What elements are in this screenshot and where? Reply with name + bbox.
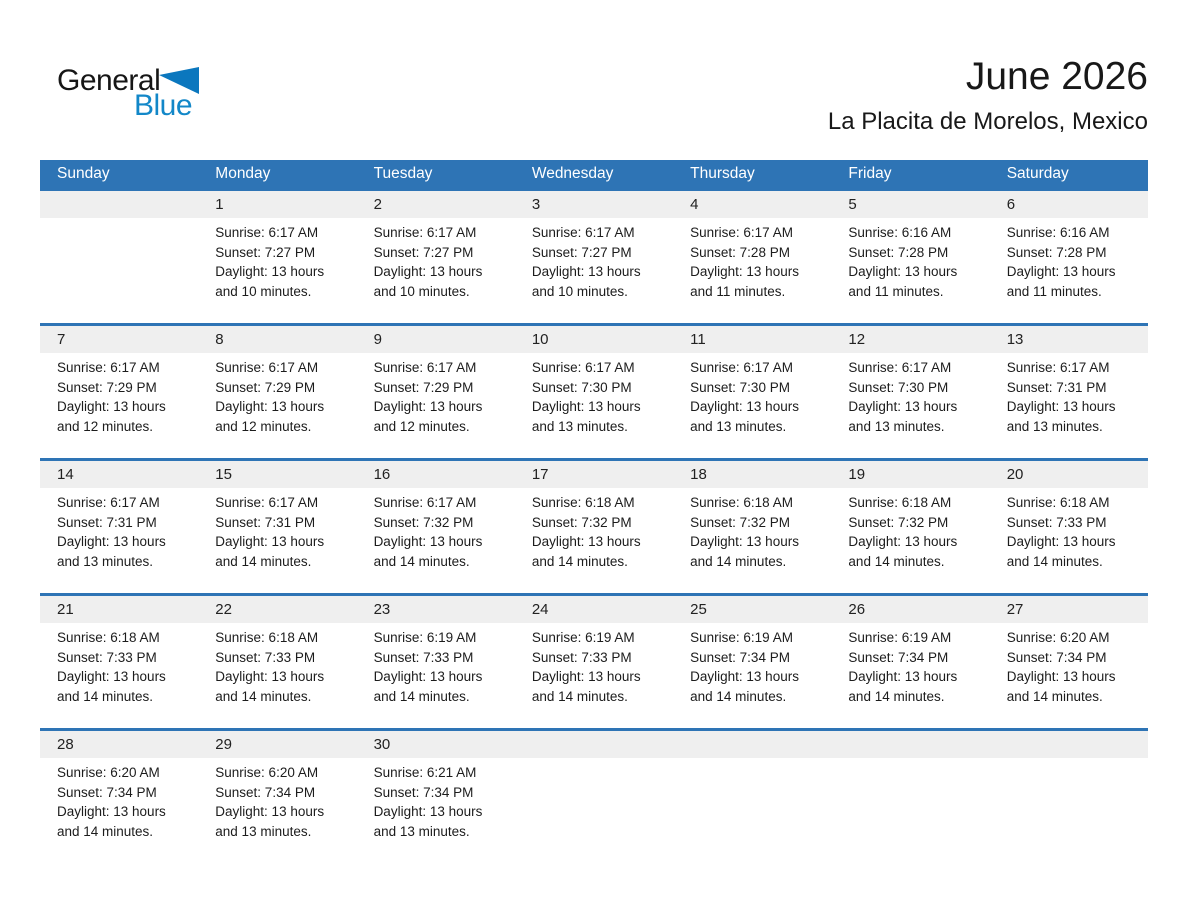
day-number-7: 7 (57, 331, 66, 348)
day-number-3: 3 (531, 196, 541, 213)
day-cell-2 (357, 218, 515, 323)
day-number-23: 23 (373, 601, 391, 618)
day-detail-line: and 11 minutes. (1006, 283, 1102, 299)
day-detail-line: Sunset: 7:34 PM (57, 784, 157, 800)
day-cell-1 (198, 218, 356, 323)
day-number-28: 28 (57, 736, 74, 753)
day-number-11: 11 (690, 331, 706, 348)
week-row-2 (40, 323, 1148, 458)
day-detail-line: and 14 minutes. (848, 688, 945, 704)
day-cell-25 (673, 623, 831, 728)
day-detail-line: Sunset: 7:28 PM (1006, 244, 1107, 260)
day-cell-9 (357, 353, 515, 458)
day-detail-line: Daylight: 13 hours (57, 669, 166, 685)
day-number-band (40, 461, 1148, 488)
day-detail-line: Sunset: 7:28 PM (848, 244, 949, 260)
day-detail-line: and 14 minutes. (57, 823, 154, 839)
day-detail-line: and 10 minutes. (215, 283, 312, 299)
day-number-13: 13 (1006, 331, 1024, 348)
day-number-21: 21 (57, 601, 74, 618)
day-detail-line: Daylight: 13 hours (848, 399, 958, 415)
day-number-10: 10 (531, 331, 549, 348)
day-detail-line: Sunrise: 6:17 AM (690, 225, 793, 240)
day-detail-line: Sunrise: 6:17 AM (690, 360, 793, 375)
day-detail-line: Sunset: 7:34 PM (848, 649, 949, 665)
day-detail-line: Daylight: 13 hours (373, 804, 483, 820)
logo-text-general: General (57, 64, 161, 97)
day-detail-line: Daylight: 13 hours (373, 534, 483, 550)
day-detail-line: Daylight: 13 hours (690, 534, 799, 550)
day-detail-line: Daylight: 13 hours (1006, 669, 1116, 685)
day-detail-row (40, 488, 1148, 593)
day-detail-line: Sunset: 7:33 PM (215, 649, 316, 665)
day-detail-line: Sunset: 7:31 PM (215, 514, 316, 530)
day-number-band (40, 191, 1148, 218)
day-detail-line: Daylight: 13 hours (57, 534, 166, 550)
calendar-table (40, 160, 1148, 863)
day-detail-line: Sunset: 7:32 PM (690, 514, 790, 530)
day-cell-7 (40, 353, 198, 458)
day-detail-line: Daylight: 13 hours (215, 669, 325, 685)
day-cell-20 (990, 488, 1148, 593)
day-cell-11 (673, 353, 831, 458)
day-detail-line: and 13 minutes. (373, 823, 470, 839)
day-detail-line: and 14 minutes. (373, 688, 470, 704)
day-detail-line: Sunrise: 6:18 AM (848, 495, 952, 510)
day-number-19: 19 (848, 466, 866, 483)
day-detail-line: and 14 minutes. (215, 553, 312, 569)
week-row-3 (40, 458, 1148, 593)
day-detail-line: Sunrise: 6:18 AM (57, 630, 160, 645)
week-row-5 (40, 728, 1148, 863)
day-cell-28 (40, 758, 198, 863)
day-detail-line: Daylight: 13 hours (373, 669, 483, 685)
day-cell-empty (673, 758, 831, 863)
day-cell-27 (990, 623, 1148, 728)
day-detail-line: Sunrise: 6:16 AM (848, 225, 952, 240)
day-detail-line: Sunrise: 6:17 AM (531, 225, 635, 240)
day-cell-3 (515, 218, 673, 323)
day-detail-line: Daylight: 13 hours (1006, 399, 1116, 415)
day-detail-row (40, 353, 1148, 458)
day-detail-line: and 14 minutes. (531, 688, 628, 704)
logo-triangle-icon (159, 67, 199, 99)
logo-text-blue: Blue (134, 89, 193, 122)
general-blue-logo (57, 64, 277, 123)
day-detail-line: Daylight: 13 hours (531, 669, 641, 685)
day-detail-line: and 13 minutes. (690, 418, 787, 434)
day-detail-line: Daylight: 13 hours (531, 264, 641, 280)
day-cell-24 (515, 623, 673, 728)
day-number-9: 9 (373, 331, 382, 348)
day-detail-line: Sunrise: 6:19 AM (531, 630, 635, 645)
day-detail-line: Daylight: 13 hours (1006, 264, 1116, 280)
day-detail-line: Sunrise: 6:20 AM (215, 765, 319, 780)
day-detail-line: Sunrise: 6:19 AM (373, 630, 477, 645)
day-number-17: 17 (531, 466, 549, 483)
day-detail-line: Sunrise: 6:17 AM (373, 360, 477, 375)
day-number-29: 29 (215, 736, 232, 753)
day-detail-line: and 10 minutes. (531, 283, 628, 299)
day-detail-line: Daylight: 13 hours (57, 804, 166, 820)
day-detail-line: Sunrise: 6:19 AM (848, 630, 952, 645)
day-detail-line: Sunset: 7:29 PM (57, 379, 157, 395)
day-detail-line: Sunrise: 6:17 AM (57, 360, 160, 375)
day-detail-line: Sunset: 7:33 PM (1006, 514, 1107, 530)
day-number-16: 16 (373, 466, 391, 483)
day-detail-line: Sunset: 7:27 PM (531, 244, 632, 260)
day-detail-line: and 13 minutes. (57, 553, 154, 569)
day-detail-line: Sunset: 7:33 PM (57, 649, 157, 665)
day-detail-line: Sunrise: 6:17 AM (215, 225, 319, 240)
day-detail-line: and 14 minutes. (1006, 688, 1103, 704)
day-detail-line: Sunrise: 6:17 AM (215, 360, 319, 375)
day-detail-line: Daylight: 13 hours (690, 669, 799, 685)
day-detail-line: Sunset: 7:28 PM (690, 244, 790, 260)
day-detail-line: Sunset: 7:32 PM (373, 514, 474, 530)
day-detail-line: Daylight: 13 hours (1006, 534, 1116, 550)
day-detail-line: Daylight: 13 hours (848, 669, 958, 685)
day-cell-10 (515, 353, 673, 458)
day-cell-15 (198, 488, 356, 593)
day-detail-line: Sunrise: 6:17 AM (373, 225, 477, 240)
week-row-4 (40, 593, 1148, 728)
day-detail-line: Sunset: 7:31 PM (57, 514, 157, 530)
day-detail-line: Sunset: 7:34 PM (215, 784, 316, 800)
day-detail-line: Sunrise: 6:20 AM (1006, 630, 1110, 645)
day-cell-18 (673, 488, 831, 593)
day-cell-17 (515, 488, 673, 593)
day-detail-line: Sunrise: 6:18 AM (1006, 495, 1110, 510)
day-detail-line: and 11 minutes. (848, 283, 944, 299)
day-number-8: 8 (215, 331, 224, 348)
day-detail-line: Sunset: 7:33 PM (531, 649, 632, 665)
day-detail-line: Sunrise: 6:17 AM (373, 495, 477, 510)
weekday-header-sunday: Sunday (57, 165, 110, 182)
day-cell-8 (198, 353, 356, 458)
day-detail-line: Daylight: 13 hours (531, 399, 641, 415)
day-cell-6 (990, 218, 1148, 323)
day-detail-line: and 13 minutes. (1006, 418, 1103, 434)
day-detail-line: Sunrise: 6:18 AM (690, 495, 793, 510)
day-detail-line: Sunset: 7:34 PM (690, 649, 790, 665)
day-cell-12 (831, 353, 989, 458)
day-cell-empty (515, 758, 673, 863)
day-cell-empty (40, 218, 198, 323)
day-number-24: 24 (531, 601, 549, 618)
day-number-22: 22 (215, 601, 232, 618)
weekday-header-wednesday: Wednesday (531, 165, 614, 182)
day-cell-empty (990, 758, 1148, 863)
day-cell-26 (831, 623, 989, 728)
week-row-1 (40, 188, 1148, 323)
location-subtitle: La Placita de Morelos, Mexico (827, 108, 1148, 135)
day-detail-line: Sunrise: 6:17 AM (57, 495, 160, 510)
day-detail-line: Sunset: 7:32 PM (531, 514, 632, 530)
day-detail-line: Daylight: 13 hours (215, 399, 325, 415)
day-cell-4 (673, 218, 831, 323)
day-cell-29 (198, 758, 356, 863)
day-detail-line: and 11 minutes. (690, 283, 786, 299)
day-cell-empty (831, 758, 989, 863)
day-cell-19 (831, 488, 989, 593)
day-number-band (40, 326, 1148, 353)
day-number-2: 2 (373, 196, 382, 213)
day-number-14: 14 (57, 466, 74, 483)
day-number-6: 6 (1006, 196, 1016, 213)
day-detail-line: Daylight: 13 hours (215, 534, 325, 550)
calendar-grid (40, 188, 1148, 863)
day-number-18: 18 (690, 466, 707, 483)
day-detail-line: and 12 minutes. (215, 418, 312, 434)
day-cell-5 (831, 218, 989, 323)
weekday-header-tuesday: Tuesday (373, 165, 433, 182)
day-detail-line: Sunset: 7:29 PM (215, 379, 316, 395)
day-number-5: 5 (848, 196, 857, 213)
day-number-12: 12 (848, 331, 866, 348)
day-detail-line: Sunset: 7:30 PM (690, 379, 790, 395)
day-detail-line: Sunrise: 6:18 AM (215, 630, 319, 645)
day-detail-line: Sunrise: 6:17 AM (215, 495, 319, 510)
day-detail-line: Daylight: 13 hours (848, 264, 958, 280)
day-detail-line: Daylight: 13 hours (690, 399, 799, 415)
weekday-header-monday: Monday (215, 165, 271, 182)
day-detail-line: Sunset: 7:27 PM (215, 244, 316, 260)
day-cell-22 (198, 623, 356, 728)
month-title: June 2026 (965, 55, 1148, 98)
day-number-27: 27 (1006, 601, 1024, 618)
day-detail-row (40, 623, 1148, 728)
day-detail-line: Sunrise: 6:20 AM (57, 765, 160, 780)
day-detail-line: Daylight: 13 hours (848, 534, 958, 550)
day-detail-line: Daylight: 13 hours (215, 804, 325, 820)
day-number-4: 4 (690, 196, 699, 213)
day-cell-21 (40, 623, 198, 728)
day-detail-line: Daylight: 13 hours (373, 399, 483, 415)
weekday-header-thursday: Thursday (690, 165, 755, 182)
day-detail-line: and 10 minutes. (373, 283, 470, 299)
day-detail-line: Sunrise: 6:16 AM (1006, 225, 1110, 240)
day-detail-line: and 14 minutes. (215, 688, 312, 704)
day-detail-line: and 14 minutes. (57, 688, 154, 704)
day-number-15: 15 (215, 466, 232, 483)
day-number-25: 25 (690, 601, 707, 618)
day-detail-line: Sunrise: 6:18 AM (531, 495, 635, 510)
day-detail-line: Sunset: 7:34 PM (1006, 649, 1107, 665)
day-detail-line: Sunrise: 6:17 AM (848, 360, 952, 375)
day-detail-line: and 12 minutes. (373, 418, 470, 434)
day-detail-line: Sunset: 7:31 PM (1006, 379, 1107, 395)
day-detail-line: Sunrise: 6:17 AM (1006, 360, 1110, 375)
day-detail-row (40, 758, 1148, 863)
day-detail-line: and 14 minutes. (690, 688, 787, 704)
day-detail-line: Sunset: 7:30 PM (848, 379, 949, 395)
day-number-1: 1 (215, 196, 224, 213)
day-detail-row (40, 218, 1148, 323)
day-detail-line: Sunrise: 6:17 AM (531, 360, 635, 375)
day-detail-line: and 14 minutes. (531, 553, 628, 569)
day-number-26: 26 (848, 601, 866, 618)
day-detail-line: Daylight: 13 hours (373, 264, 483, 280)
day-detail-line: Daylight: 13 hours (215, 264, 325, 280)
header-titles (828, 54, 1148, 138)
day-detail-line: Sunset: 7:32 PM (848, 514, 949, 530)
day-detail-line: Sunset: 7:30 PM (531, 379, 632, 395)
day-detail-line: Sunset: 7:29 PM (373, 379, 474, 395)
day-number-30: 30 (373, 736, 391, 753)
day-detail-line: and 13 minutes. (848, 418, 945, 434)
weekday-header-saturday: Saturday (1006, 165, 1069, 182)
day-detail-line: Sunrise: 6:19 AM (690, 630, 793, 645)
day-detail-line: Sunset: 7:27 PM (373, 244, 474, 260)
day-detail-line: and 13 minutes. (531, 418, 628, 434)
day-detail-line: and 14 minutes. (1006, 553, 1103, 569)
day-cell-30 (357, 758, 515, 863)
day-detail-line: Sunrise: 6:21 AM (373, 765, 477, 780)
day-number-band (40, 596, 1148, 623)
day-detail-line: Sunset: 7:33 PM (373, 649, 474, 665)
day-cell-13 (990, 353, 1148, 458)
day-detail-line: Daylight: 13 hours (57, 399, 166, 415)
day-detail-line: Daylight: 13 hours (531, 534, 641, 550)
weekday-header-friday: Friday (848, 165, 892, 182)
day-number-20: 20 (1006, 466, 1024, 483)
day-detail-line: and 14 minutes. (690, 553, 787, 569)
day-detail-line: Daylight: 13 hours (690, 264, 799, 280)
day-cell-23 (357, 623, 515, 728)
weekday-header-row (40, 160, 1148, 188)
day-cell-16 (357, 488, 515, 593)
day-detail-line: and 14 minutes. (373, 553, 470, 569)
day-detail-line: and 14 minutes. (848, 553, 945, 569)
day-detail-line: Sunset: 7:34 PM (373, 784, 474, 800)
day-detail-line: and 13 minutes. (215, 823, 312, 839)
day-detail-line: and 12 minutes. (57, 418, 154, 434)
day-cell-14 (40, 488, 198, 593)
day-number-band (40, 731, 1148, 758)
